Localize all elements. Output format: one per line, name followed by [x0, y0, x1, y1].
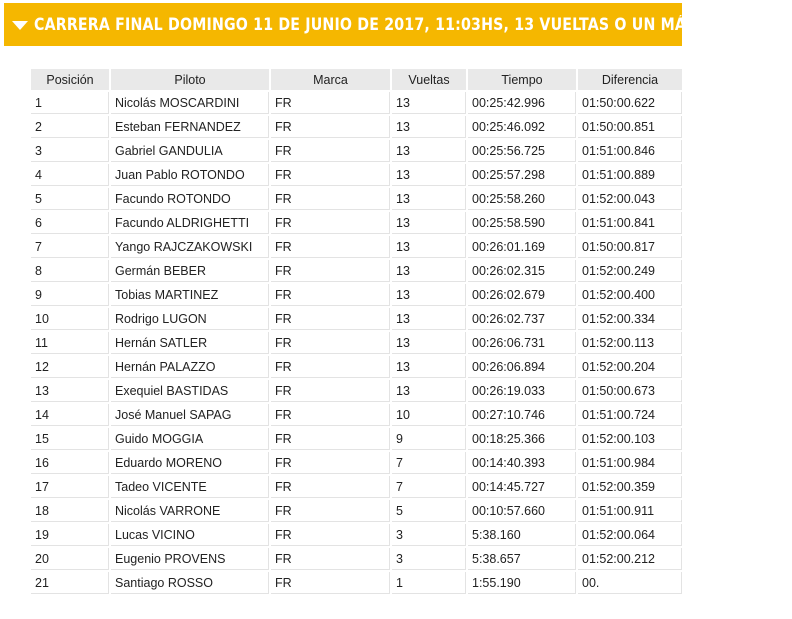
table-row: [31, 212, 682, 234]
column-header-laps: Vueltas: [392, 69, 466, 90]
table-row: [31, 260, 682, 282]
cell-time: 00:25:57.298: [468, 164, 576, 186]
cell-position: 6: [31, 212, 109, 234]
table-row: [31, 404, 682, 426]
cell-time: 00:25:56.725: [468, 140, 576, 162]
cell-difference: 01:51:00.724: [578, 404, 682, 426]
cell-driver: Eduardo MORENO: [111, 452, 269, 474]
cell-difference: 01:52:00.103: [578, 428, 682, 450]
cell-time: 00:10:57.660: [468, 500, 576, 522]
cell-brand: FR: [271, 140, 390, 162]
table-row: [31, 356, 682, 378]
table-row: [31, 548, 682, 570]
cell-time: 00:26:19.033: [468, 380, 576, 402]
table-row: [31, 500, 682, 522]
cell-time: 00:14:40.393: [468, 452, 576, 474]
column-header-difference: Diferencia: [578, 69, 682, 90]
cell-difference: 01:52:00.334: [578, 308, 682, 330]
cell-driver: Eugenio PROVENS: [111, 548, 269, 570]
table-row: [31, 236, 682, 258]
table-row: [31, 140, 682, 162]
cell-driver: Tobias MARTINEZ: [111, 284, 269, 306]
cell-driver: Rodrigo LUGON: [111, 308, 269, 330]
cell-position: 7: [31, 236, 109, 258]
cell-difference: 01:52:00.249: [578, 260, 682, 282]
cell-laps: 13: [392, 308, 466, 330]
cell-time: 00:26:02.737: [468, 308, 576, 330]
table-row: [31, 428, 682, 450]
column-header-driver: Piloto: [111, 69, 269, 90]
cell-driver: Lucas VICINO: [111, 524, 269, 546]
cell-driver: Santiago ROSSO: [111, 572, 269, 594]
cell-laps: 13: [392, 380, 466, 402]
cell-driver: Facundo ALDRIGHETTI: [111, 212, 269, 234]
table-row: [31, 164, 682, 186]
cell-driver: Germán BEBER: [111, 260, 269, 282]
cell-brand: FR: [271, 548, 390, 570]
triangle-down-icon[interactable]: [12, 21, 28, 30]
table-row: [31, 476, 682, 498]
cell-position: 5: [31, 188, 109, 210]
cell-laps: 13: [392, 164, 466, 186]
cell-time: 5:38.160: [468, 524, 576, 546]
table-row: [31, 92, 682, 114]
cell-time: 00:26:06.894: [468, 356, 576, 378]
cell-position: 10: [31, 308, 109, 330]
cell-position: 9: [31, 284, 109, 306]
cell-difference: 01:52:00.359: [578, 476, 682, 498]
table-row: [31, 308, 682, 330]
cell-laps: 13: [392, 188, 466, 210]
cell-brand: FR: [271, 500, 390, 522]
cell-laps: 13: [392, 284, 466, 306]
cell-brand: FR: [271, 428, 390, 450]
cell-difference: 01:51:00.984: [578, 452, 682, 474]
cell-position: 15: [31, 428, 109, 450]
cell-position: 14: [31, 404, 109, 426]
cell-time: 00:25:58.590: [468, 212, 576, 234]
cell-position: 1: [31, 92, 109, 114]
cell-time: 00:26:02.679: [468, 284, 576, 306]
cell-difference: 01:52:00.064: [578, 524, 682, 546]
table-row: [31, 332, 682, 354]
cell-laps: 5: [392, 500, 466, 522]
cell-difference: 01:51:00.911: [578, 500, 682, 522]
cell-time: 00:26:01.169: [468, 236, 576, 258]
cell-laps: 13: [392, 212, 466, 234]
cell-driver: Juan Pablo ROTONDO: [111, 164, 269, 186]
cell-laps: 3: [392, 548, 466, 570]
cell-position: 11: [31, 332, 109, 354]
column-header-time: Tiempo: [468, 69, 576, 90]
cell-position: 19: [31, 524, 109, 546]
cell-time: 00:26:06.731: [468, 332, 576, 354]
cell-time: 00:25:58.260: [468, 188, 576, 210]
cell-difference: 01:51:00.889: [578, 164, 682, 186]
cell-position: 8: [31, 260, 109, 282]
cell-difference: 01:50:00.622: [578, 92, 682, 114]
cell-brand: FR: [271, 380, 390, 402]
cell-driver: Tadeo VICENTE: [111, 476, 269, 498]
race-title-banner: [4, 3, 792, 46]
cell-laps: 9: [392, 428, 466, 450]
cell-difference: 01:52:00.212: [578, 548, 682, 570]
cell-laps: 13: [392, 332, 466, 354]
table-row: [31, 188, 682, 210]
cell-time: 00:25:42.996: [468, 92, 576, 114]
cell-driver: Nicolás MOSCARDINI: [111, 92, 269, 114]
cell-brand: FR: [271, 476, 390, 498]
cell-time: 00:18:25.366: [468, 428, 576, 450]
cell-driver: Gabriel GANDULIA: [111, 140, 269, 162]
cell-position: 16: [31, 452, 109, 474]
cell-time: 1:55.190: [468, 572, 576, 594]
cell-time: 5:38.657: [468, 548, 576, 570]
cell-position: 3: [31, 140, 109, 162]
cell-brand: FR: [271, 284, 390, 306]
cell-laps: 13: [392, 92, 466, 114]
cell-laps: 13: [392, 116, 466, 138]
cell-position: 21: [31, 572, 109, 594]
table-row: [31, 452, 682, 474]
cell-laps: 1: [392, 572, 466, 594]
cell-time: 00:27:10.746: [468, 404, 576, 426]
cell-brand: FR: [271, 332, 390, 354]
cell-laps: 7: [392, 452, 466, 474]
cell-laps: 13: [392, 260, 466, 282]
cell-driver: Hernán SATLER: [111, 332, 269, 354]
cell-difference: 01:50:00.817: [578, 236, 682, 258]
cell-position: 18: [31, 500, 109, 522]
cell-brand: FR: [271, 524, 390, 546]
results-table-body: [31, 92, 682, 594]
cell-laps: 13: [392, 140, 466, 162]
cell-brand: FR: [271, 260, 390, 282]
cell-difference: 01:50:00.851: [578, 116, 682, 138]
cell-difference: 00.: [578, 572, 682, 594]
cell-difference: 01:52:00.113: [578, 332, 682, 354]
cell-brand: FR: [271, 452, 390, 474]
cell-difference: 01:52:00.400: [578, 284, 682, 306]
column-header-brand: Marca: [271, 69, 390, 90]
table-row: [31, 572, 682, 594]
results-table-header: [31, 69, 682, 90]
cell-laps: 3: [392, 524, 466, 546]
cell-driver: Guido MOGGIA: [111, 428, 269, 450]
cell-driver: Exequiel BASTIDAS: [111, 380, 269, 402]
cell-brand: FR: [271, 212, 390, 234]
cell-position: 17: [31, 476, 109, 498]
race-title: CARRERA FINAL DOMINGO 11 DE JUNIO DE 2017, 11:03HS, 13 VUELTAS O UN MÁX. DE 25MIN.: [34, 15, 792, 34]
cell-difference: 01:52:00.204: [578, 356, 682, 378]
results-table: [29, 67, 684, 596]
cell-position: 2: [31, 116, 109, 138]
cell-laps: 13: [392, 236, 466, 258]
cell-time: 00:14:45.727: [468, 476, 576, 498]
table-row: [31, 284, 682, 306]
cell-time: 00:26:02.315: [468, 260, 576, 282]
cell-position: 12: [31, 356, 109, 378]
cell-driver: Esteban FERNANDEZ: [111, 116, 269, 138]
cell-difference: 01:51:00.841: [578, 212, 682, 234]
cell-brand: FR: [271, 236, 390, 258]
cell-difference: 01:51:00.846: [578, 140, 682, 162]
column-header-position: Posición: [31, 69, 109, 90]
cell-brand: FR: [271, 404, 390, 426]
cell-brand: FR: [271, 356, 390, 378]
cell-time: 00:25:46.092: [468, 116, 576, 138]
table-row: [31, 116, 682, 138]
cell-brand: FR: [271, 308, 390, 330]
cell-brand: FR: [271, 188, 390, 210]
cell-position: 4: [31, 164, 109, 186]
cell-brand: FR: [271, 92, 390, 114]
cell-position: 20: [31, 548, 109, 570]
cell-difference: 01:50:00.673: [578, 380, 682, 402]
cell-driver: Facundo ROTONDO: [111, 188, 269, 210]
table-row: [31, 380, 682, 402]
cell-difference: 01:52:00.043: [578, 188, 682, 210]
cell-position: 13: [31, 380, 109, 402]
cell-laps: 13: [392, 356, 466, 378]
cell-driver: José Manuel SAPAG: [111, 404, 269, 426]
header-row: [31, 69, 682, 90]
cell-driver: Nicolás VARRONE: [111, 500, 269, 522]
cell-brand: FR: [271, 164, 390, 186]
table-row: [31, 524, 682, 546]
cell-driver: Yango RAJCZAKOWSKI: [111, 236, 269, 258]
cell-brand: FR: [271, 116, 390, 138]
cell-laps: 7: [392, 476, 466, 498]
cell-driver: Hernán PALAZZO: [111, 356, 269, 378]
cell-laps: 10: [392, 404, 466, 426]
cell-brand: FR: [271, 572, 390, 594]
